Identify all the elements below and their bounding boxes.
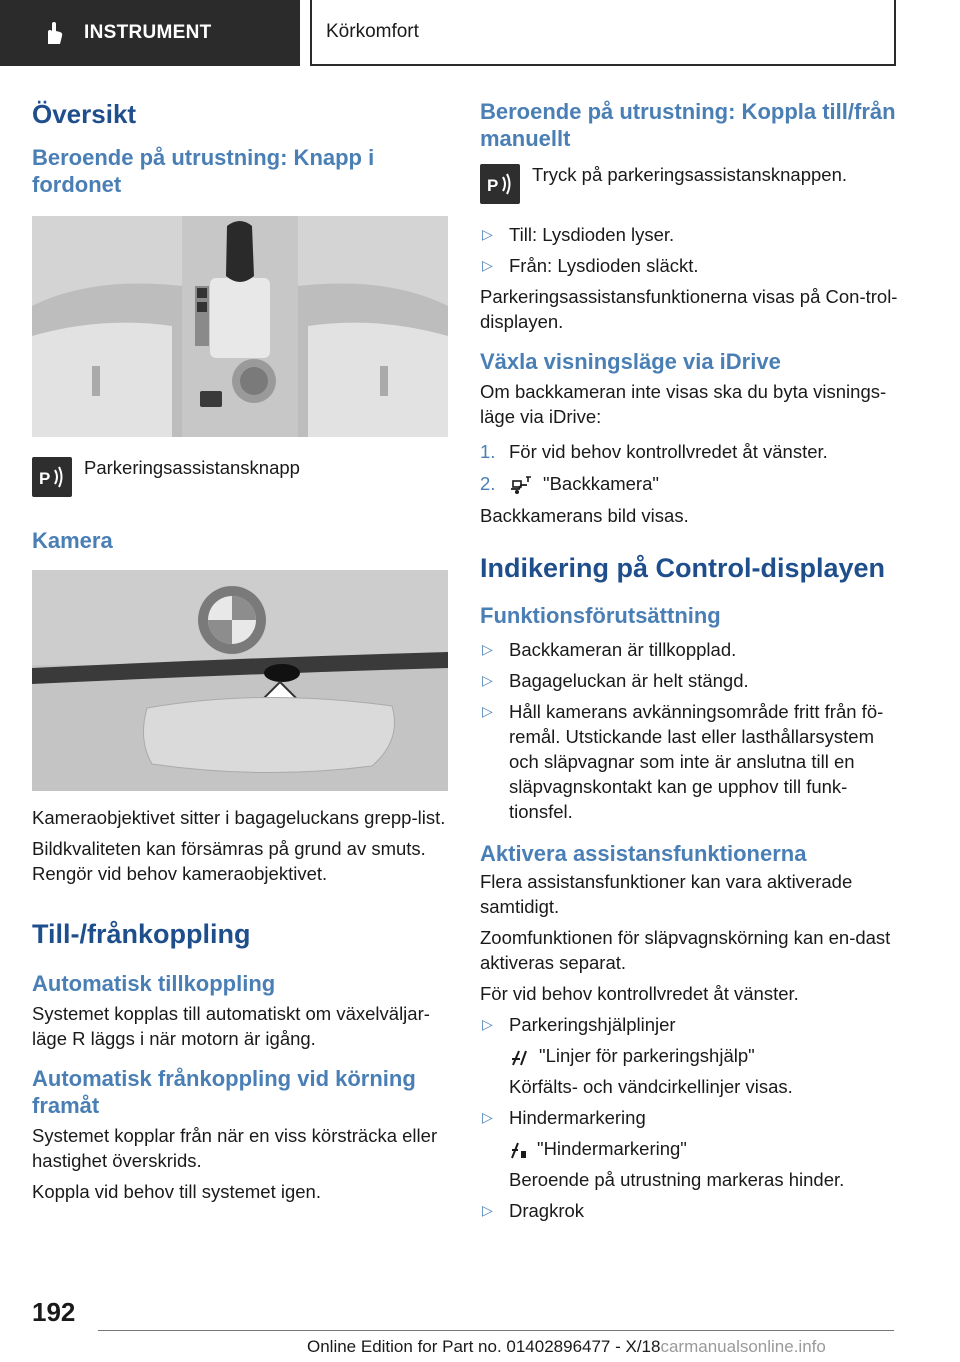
heading-prerequisite: Funktionsförutsättning <box>480 603 721 628</box>
list-item: ▷ Från: Lysdioden släckt. <box>482 255 699 276</box>
camera-quality-text: Bildkvaliteten kan försämras på grund av smuts. Rengör vid behov kameraobjektivet. <box>32 838 426 884</box>
display-mode-steps <box>480 439 898 496</box>
button-legend <box>32 457 448 497</box>
list-item: ▷ Hindermarkering "Hindermarkering" Beroende på utrustning markeras hinder. <box>480 1105 898 1192</box>
list-item: ▷ Håll kamerans avkänningsområde fritt från fö-remål. Utstickande last eller lasthållarsystem och släpvagnar som inte är anslutna till en släpvagnskontakt kan ge upphov till funk-tionsfel. <box>482 701 884 822</box>
camera-drawing <box>32 570 448 791</box>
menu-entry: "Linjer för parkeringshjälp" <box>509 1043 898 1068</box>
page-number: 192 <box>32 1297 76 1327</box>
menu-entry-description: Körfälts- och vändcirkellinjer visas. <box>509 1076 793 1097</box>
list-item: ▷ Bagageluckan är helt stängd. <box>482 670 749 691</box>
heading-button-in-vehicle: Beroende på utrustning: Knapp i fordonet <box>32 145 375 197</box>
activate-text-2: Zoomfunktionen för släpvagnskörning kan en-dast aktiveras separat. <box>480 927 891 973</box>
subsection-title: Körkomfort <box>326 21 419 42</box>
parking-lines-icon <box>509 1047 531 1067</box>
left-column <box>32 98 448 1204</box>
auto-off-text: Systemet kopplar från när en viss körsträcka eller hastighet överskrids. <box>32 1125 438 1171</box>
heading-display-mode: Växla visningsläge via iDrive <box>480 349 781 374</box>
activate-text-3: För vid behov kontrollvredet åt vänster. <box>480 983 799 1004</box>
manual-states-list <box>480 222 898 278</box>
manual-instruction <box>480 164 898 204</box>
section-title: INSTRUMENT <box>84 22 212 43</box>
list-item: ▷ Backkameran är tillkopplad. <box>482 639 737 660</box>
activate-text-1: Flera assistansfunktioner kan vara aktiverade samtidigt. <box>480 871 853 917</box>
svg-text:P: P <box>39 469 51 488</box>
footer-edition: Online Edition for Part no. 01402896477 - X/18carmanualsonline.info <box>307 1337 826 1356</box>
rear-camera-illustration <box>32 570 448 791</box>
camera-location-text: Kameraobjektivet sitter i bagageluckans grepp-list. <box>32 807 446 828</box>
console-illustration <box>32 216 448 437</box>
heading-overview: Översikt <box>32 99 137 129</box>
right-column <box>480 98 898 1223</box>
heading-manual-onoff: Beroende på utrustning: Koppla till/från manuellt <box>480 99 896 151</box>
manual-note: Parkeringsassistansfunktionerna visas på Con-trol-displayen. <box>480 286 898 332</box>
menu-entry: "Hindermarkering" <box>509 1136 898 1161</box>
svg-text:P: P <box>487 176 499 195</box>
parking-assist-button-icon <box>480 164 520 204</box>
functions-list <box>480 1012 898 1223</box>
section-tab <box>0 0 300 66</box>
list-item: ▷ Dragkrok <box>482 1200 585 1221</box>
display-mode-result: Backkamerans bild visas. <box>480 505 689 526</box>
hand-pointer-icon <box>40 20 66 46</box>
list-item: 1. För vid behov kontrollvredet åt vänster. <box>480 441 828 462</box>
heading-auto-off: Automatisk frånkoppling vid körning framåt <box>32 1066 416 1118</box>
rear-camera-icon <box>509 475 535 495</box>
heading-auto-on: Automatisk tillkoppling <box>32 971 276 996</box>
heading-camera: Kamera <box>32 528 113 553</box>
footer-rule <box>98 1330 894 1331</box>
subsection-tab <box>310 0 896 66</box>
heading-indication: Indikering på Control-displayen <box>480 553 886 583</box>
heading-on-off: Till-/frånkoppling <box>32 919 251 949</box>
auto-on-text: Systemet kopplas till automatiskt om växelväljar-läge R läggs i när motorn är igång. <box>32 1003 430 1049</box>
list-item: ▷ Parkeringshjälplinjer "Linjer för parkeringshjälp" Körfälts- och vändcirkellinjer visas. <box>480 1012 898 1099</box>
manual-instruction-text: Tryck på parkeringsassistansknappen. <box>532 164 847 185</box>
list-item: 2. "Backkamera" <box>480 473 659 494</box>
list-item: ▷ Till: Lysdioden lyser. <box>482 224 675 245</box>
button-caption: Parkeringsassistansknapp <box>84 457 300 478</box>
auto-off-text-2: Koppla vid behov till systemet igen. <box>32 1181 321 1202</box>
heading-activate-functions: Aktivera assistansfunktionerna <box>480 841 807 866</box>
display-mode-text: Om backkameran inte visas ska du byta visnings-läge via iDrive: <box>480 381 887 427</box>
obstacle-marking-icon <box>509 1140 529 1160</box>
parking-assist-button-icon <box>32 457 72 497</box>
watermark: carmanualsonline.info <box>660 1337 826 1356</box>
prerequisite-list <box>480 637 898 824</box>
menu-entry-description: Beroende på utrustning markeras hinder. <box>509 1169 845 1190</box>
console-drawing <box>32 216 448 437</box>
